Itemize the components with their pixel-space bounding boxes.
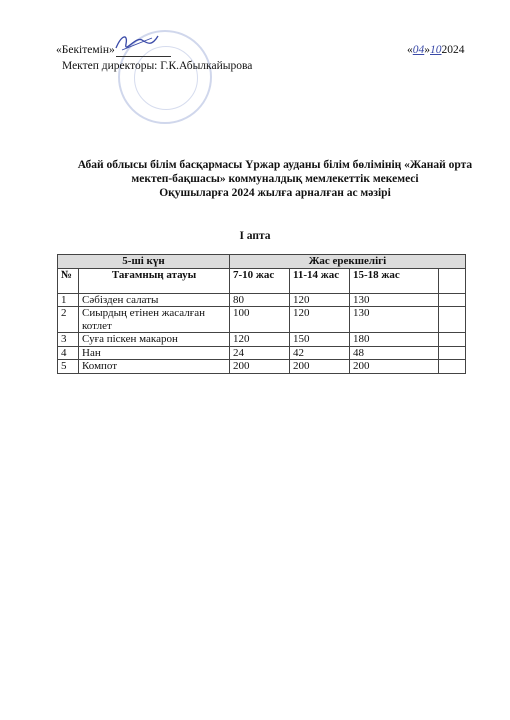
col-empty-header — [439, 268, 466, 293]
portion-age2: 120 — [290, 307, 350, 333]
portion-age3: 48 — [350, 346, 439, 360]
col-age1-header: 7-10 жас — [230, 268, 290, 293]
row-number: 4 — [58, 346, 79, 360]
title-line-3: Оқушыларға 2024 жылға арналған ас мәзірі — [159, 187, 391, 199]
table-row — [58, 360, 466, 374]
table-row — [58, 333, 466, 347]
portion-age2: 200 — [290, 360, 350, 374]
empty-cell — [439, 360, 466, 374]
col-number-header: № — [58, 268, 79, 293]
date-prefix: « — [407, 44, 413, 56]
approval-date — [407, 44, 465, 56]
empty-cell — [439, 293, 466, 307]
portion-age1: 200 — [230, 360, 290, 374]
portion-age3: 180 — [350, 333, 439, 347]
portion-age3: 200 — [350, 360, 439, 374]
table-row — [58, 307, 466, 333]
row-number: 1 — [58, 293, 79, 307]
title-line-2: мектеп-бақшасы» коммуналдық мемлекеттік мекемесі — [131, 173, 419, 185]
day-header: 5-ші күн — [58, 255, 230, 269]
portion-age3: 130 — [350, 293, 439, 307]
date-year: 2024 — [441, 44, 465, 56]
portion-age3: 130 — [350, 307, 439, 333]
row-number: 3 — [58, 333, 79, 347]
portion-age1: 100 — [230, 307, 290, 333]
title-line-1: Абай облысы білім басқармасы Үржар ауданы білім бөлімінің «Жанай орта — [77, 159, 473, 171]
empty-cell — [439, 333, 466, 347]
dish-name: Сиырдың етінен жасалған котлет — [79, 307, 230, 333]
age-header: Жас ерекшелігі — [230, 255, 466, 269]
empty-cell — [439, 307, 466, 333]
dish-name: Суға піскен макарон — [79, 333, 230, 347]
portion-age2: 42 — [290, 346, 350, 360]
date-mid: » — [424, 44, 430, 56]
col-age3-header: 15-18 жас — [350, 268, 439, 293]
dish-name: Сәбізден салаты — [79, 293, 230, 307]
portion-age1: 80 — [230, 293, 290, 307]
director-line: Мектеп директоры: Г.К.Абылкайырова — [62, 60, 253, 72]
portion-age2: 150 — [290, 333, 350, 347]
date-day: 04 — [412, 44, 425, 56]
portion-age1: 24 — [230, 346, 290, 360]
date-month: 10 — [430, 44, 442, 56]
portion-age1: 120 — [230, 333, 290, 347]
approve-label: «Бекітемін» — [56, 44, 115, 56]
row-number: 2 — [58, 307, 79, 333]
dish-name: Компот — [79, 360, 230, 374]
row-number: 5 — [58, 360, 79, 374]
empty-cell — [439, 346, 466, 360]
menu-table — [57, 254, 466, 374]
signature-line — [116, 56, 171, 57]
signature-mark — [112, 30, 162, 54]
col-age2-header: 11-14 жас — [290, 268, 350, 293]
table-row — [58, 346, 466, 360]
dish-name: Нан — [79, 346, 230, 360]
table-row — [58, 293, 466, 307]
week-label: I апта — [239, 230, 271, 242]
portion-age2: 120 — [290, 293, 350, 307]
col-name-header: Тағамның атауы — [79, 268, 230, 293]
